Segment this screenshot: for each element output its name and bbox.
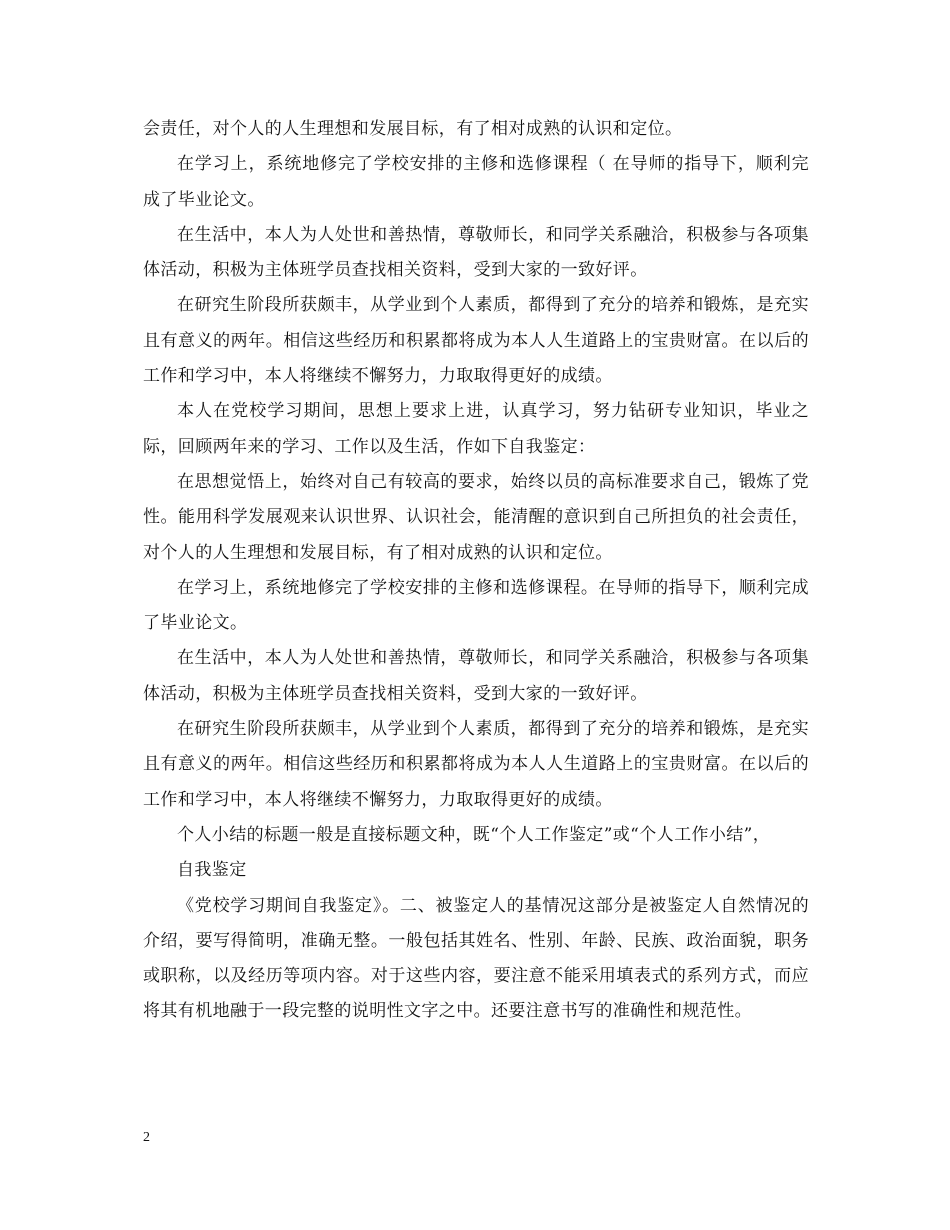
document-body — [143, 112, 809, 1030]
paragraph-heading-self-assessment: 自我鉴定 — [177, 860, 247, 881]
paragraph-life-1: 在生活中，本人为人处世和善热情，尊敬师长，和同学关系融洽，积极参与各项集体活动，积极为主体班学员查找相关资料，受到大家的一致好评。 — [143, 224, 809, 281]
paragraph-continuation: 会责任，对个人的人生理想和发展目标，有了相对成熟的认识和定位。 — [143, 119, 683, 139]
paragraph-ideology: 在思想觉悟上，始终对自己有较高的要求，始终以员的高标准要求自己，锻炼了党性。能用科学发展观来认识世界、认识社会，能清醒的意识到自己所担负的社会责任，对个人的人生理想和发展目标，有了相对成熟的认识和定位。 — [143, 471, 809, 563]
paragraph-study-2: 在学习上，系统地修完了学校安排的主修和选修课程。在导师的指导下，顺利完成了毕业论文。 — [143, 577, 809, 634]
paragraph-basic-info: 《党校学习期间自我鉴定》。二、被鉴定人的基情况这部分是被鉴定人自然情况的介绍，要写得简明，准确无整。一般包括其姓名、性别、年龄、民族、政治面貌，职务或职称，以及经历等项内容。对于这些内容，要注意不能采用填表式的系列方式，而应将其有机地融于一段完整的说明性文字之中。还要注意书写的准确性和规范性。 — [143, 895, 809, 1022]
paragraph-graduate-1: 在研究生阶段所获颇丰，从学业到个人素质，都得到了充分的培养和锻炼，是充实且有意义的两年。相信这些经历和积累都将成为本人人生道路上的宝贵财富。在以后的工作和学习中，本人将继续不懈努力，力取取得更好的成绩。 — [143, 295, 809, 387]
paragraph-title-note: 个人小结的标题一般是直接标题文种，既“个人工作鉴定”或“个人工作小结”， — [177, 824, 771, 845]
paragraph-graduate-2: 在研究生阶段所获颇丰，从学业到个人素质，都得到了充分的培养和锻炼，是充实且有意义的两年。相信这些经历和积累都将成为本人人生道路上的宝贵财富。在以后的工作和学习中，本人将继续不懈努力，力取取得更好的成绩。 — [143, 719, 809, 810]
paragraph-intro: 本人在党校学习期间，思想上要求上进，认真学习，努力钻研专业知识，毕业之际，回顾两年来的学习、工作以及生活，作如下自我鉴定： — [143, 401, 809, 457]
paragraph-life-2: 在生活中，本人为人处世和善热情，尊敬师长，和同学关系融洽，积极参与各项集体活动，积极为主体班学员查找相关资料，受到大家的一致好评。 — [143, 648, 809, 704]
paragraph-study-1: 在学习上，系统地修完了学校安排的主修和选修课程（ 在导师的指导下，顺利完成了毕业论文。 — [143, 154, 809, 210]
page-number: 2 — [143, 1130, 150, 1145]
